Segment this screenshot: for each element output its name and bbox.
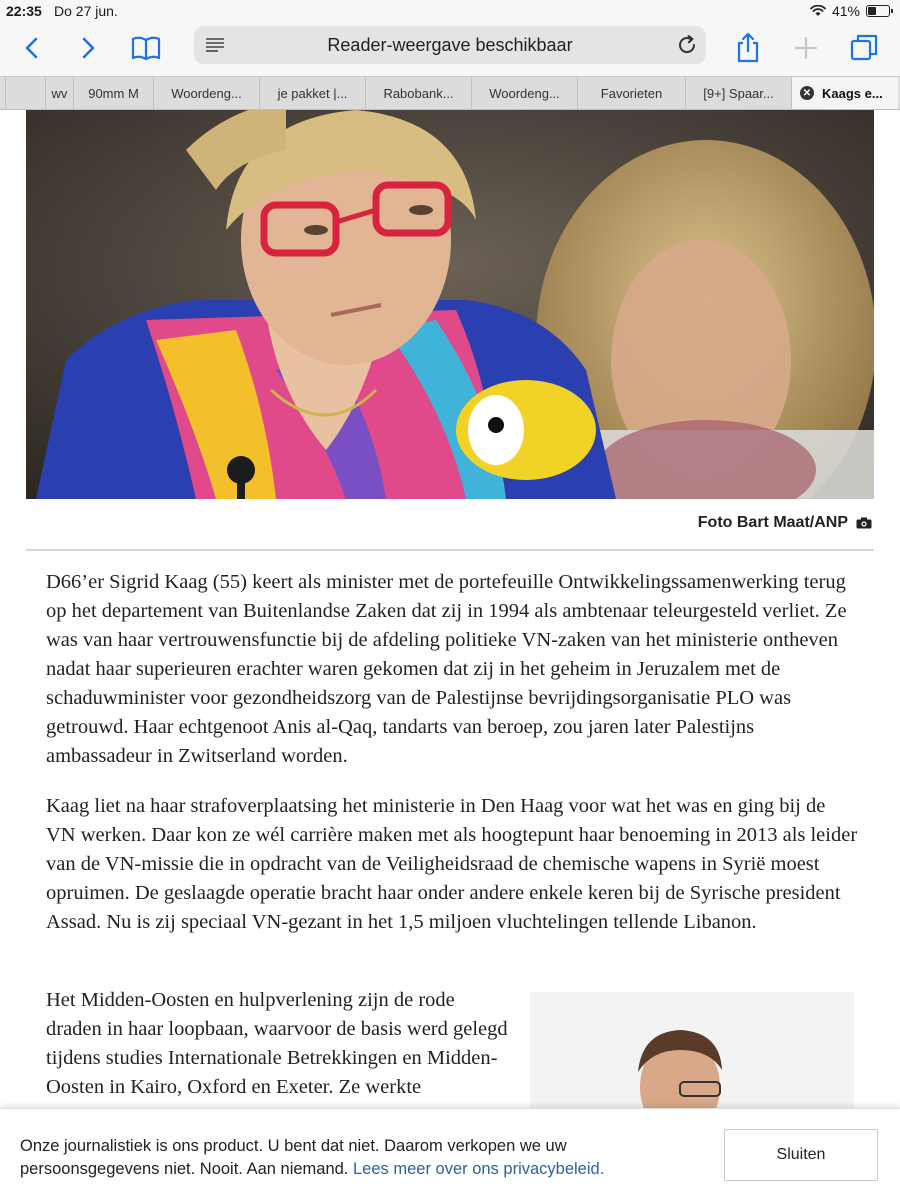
- reload-icon[interactable]: [676, 34, 698, 56]
- address-text: Reader-weergave beschikbaar: [327, 35, 573, 55]
- plus-icon: [788, 30, 824, 66]
- status-time: 22:35: [6, 3, 42, 19]
- tab-active[interactable]: [792, 77, 898, 109]
- tab[interactable]: [366, 77, 472, 109]
- status-right: [810, 3, 890, 19]
- chevron-left-icon: [14, 30, 50, 66]
- tab[interactable]: [686, 77, 792, 109]
- tab[interactable]: [260, 77, 366, 109]
- tab[interactable]: [578, 77, 686, 109]
- photo-illustration: [26, 110, 874, 499]
- inline-photo-illustration: [530, 992, 854, 1110]
- status-bar: [0, 0, 900, 22]
- article-paragraph: Het Midden-Oosten en hulpverlening zijn de rode draden in haar loopbaan, waarvoor de basis werd gelegd tijdens studies Internationale Betrekkingen en Midden-Oosten in Kairo, Oxford en Exeter. Ze werkte: [46, 989, 508, 1098]
- share-icon: [730, 30, 766, 66]
- tab-label: 90mm M: [88, 85, 139, 101]
- book-icon: [128, 30, 164, 66]
- tab-label: Woordeng...: [171, 85, 242, 101]
- tab[interactable]: [74, 77, 154, 109]
- tab-label: Woordeng...: [489, 85, 560, 101]
- chevron-right-icon: [70, 30, 106, 66]
- tab[interactable]: [472, 77, 578, 109]
- tab-label: wv: [51, 85, 68, 101]
- tab-label: je pakket |...: [277, 85, 348, 101]
- cookie-message-text: Onze journalistiek is ons product. U bent dat niet. Daarom verkopen we uw persoonsgegevens niet. Nooit. Aan niemand.: [20, 1137, 567, 1178]
- tab-label: Rabobank...: [383, 85, 454, 101]
- cookie-banner: [0, 1108, 900, 1200]
- tab-stub: [6, 77, 46, 109]
- camera-icon: [856, 517, 872, 529]
- article-content: [0, 110, 900, 1110]
- bookmarks-button[interactable]: [128, 30, 164, 66]
- inline-photo: [530, 992, 854, 1110]
- reader-view-icon[interactable]: [204, 35, 226, 55]
- forward-button[interactable]: [70, 30, 106, 66]
- tab-label: Kaags e...: [822, 85, 883, 101]
- tab[interactable]: [46, 77, 74, 109]
- battery-fill: [868, 7, 876, 15]
- browser-toolbar: [0, 22, 900, 76]
- tab-bar: [0, 76, 900, 110]
- battery-icon: [866, 5, 890, 17]
- tab-label: Favorieten: [600, 85, 663, 101]
- status-date: Do 27 jun.: [54, 3, 118, 19]
- address-bar[interactable]: [194, 26, 706, 64]
- share-button[interactable]: [730, 30, 766, 66]
- photo-credit: [698, 514, 872, 532]
- photo-credit-text: Foto Bart Maat/ANP: [697, 514, 848, 531]
- tab-label: [9+] Spaar...: [703, 85, 774, 101]
- battery-percent: 41%: [831, 3, 860, 19]
- back-button[interactable]: [14, 30, 50, 66]
- tabs-icon: [846, 30, 882, 66]
- privacy-policy-link[interactable]: Lees meer over ons privacybeleid.: [352, 1160, 605, 1178]
- article-hero-photo: [26, 110, 874, 499]
- wifi-icon: [810, 5, 826, 17]
- close-tab-icon[interactable]: ✕: [800, 86, 814, 100]
- cookie-message: [20, 1135, 710, 1181]
- article-paragraph: Kaag liet na haar strafoverplaatsing het ministerie in Den Haag voor wat het was en ging bij de VN werken. Daar kon ze wél carrière maken met als hoogtepunt haar benoeming in 2013 als leider van de VN-missie die in opdracht van de Veiligheidsraad de chemische wapens in Syrië moest opruimen. De geslaagde operatie bracht haar onder andere enkele keren bij de Syrische president Assad. Nu is zij speciaal VN-gezant in het 1,5 miljoen vluchtelingen tellende Libanon.: [46, 795, 858, 933]
- tab[interactable]: [154, 77, 260, 109]
- article-paragraph: D66’er Sigrid Kaag (55) keert als minister met de portefeuille Ontwikkelingssamenwerking terug op het departement van Buitenlandse Zaken dat zij in 1994 als ambtenaar teleurgesteld verliet. Ze was van haar vertrouwensfunctie bij de afdeling politieke VN-zaken van het ministerie ontheven nadat haar superieuren erachter waren gekomen dat zij in het geheim in Jeruzalem met de schaduwminister voor gezondheidszorg van de Palestijnse bevrijdingsorganisatie PLO was getrouwd. Haar echtgenoot Anis al-Qaq, tandarts van beroep, zou jaren later Palestijns ambassadeur in Zwitserland worden.: [46, 571, 847, 767]
- new-tab-button[interactable]: [788, 30, 824, 66]
- close-banner-button[interactable]: Sluiten: [724, 1129, 878, 1181]
- tabs-overview-button[interactable]: [846, 30, 882, 66]
- divider: [26, 549, 874, 551]
